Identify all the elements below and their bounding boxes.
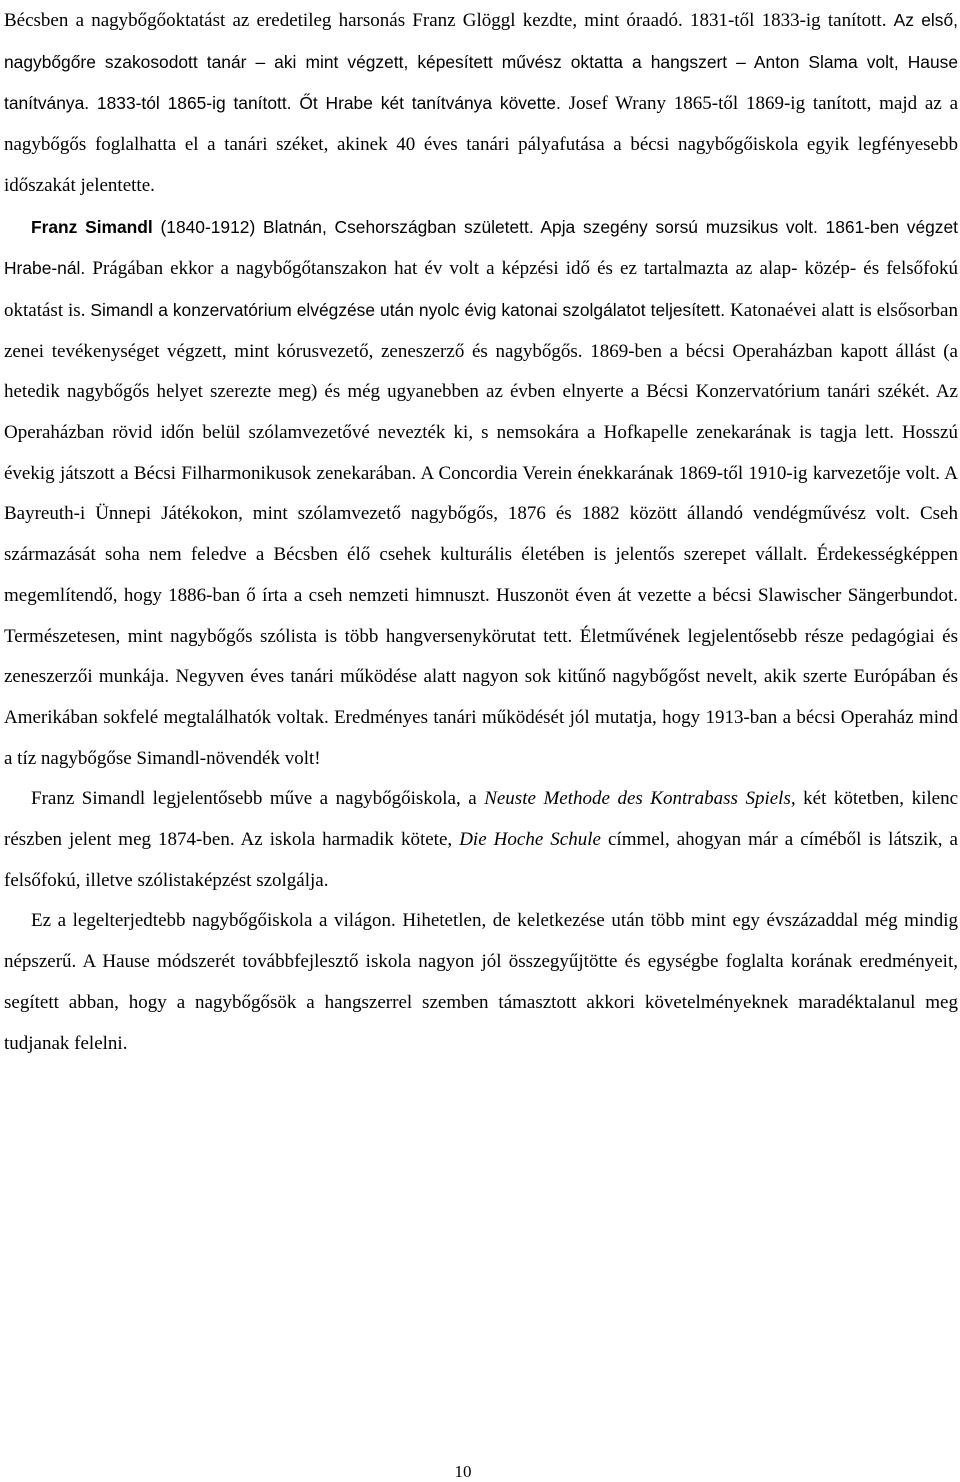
text-segment: Ez a legelterjedtebb nagybőgőiskola a világon. Hihetetlen, de keletkezése után több mint egy évszázaddal még mindig népszerű. A Hause módszerét továbbfejlesztő iskola nagyon jól összegyűjtötte és egységbe foglalta korának eredményeit, segített abban, hogy a nagybőgősök a hangszerrel szemben támasztott akkori követelményeknek maradéktalanul meg tudjanak felelni. [4,910,958,1054]
text-segment: két kötetben, kilenc részben jelent meg 1874-ben. Az iskola harmadik kötete, [4,788,959,851]
paragraph-simandl-method [4,779,958,901]
book-title: Die Hoche Schule [459,829,601,851]
body-text [4,0,958,1064]
text-segment: 1869-ben a bécsi Operaházban kapott állást (a hetedik nagybőgős helyet szerezte meg) és még ugyanebben az évben elnyerte a Bécsi Konzervatórium tanári székét. Az Operaházban rövid időn belül szólamvezetővé nevezték ki, s nemsokára a Hofkapelle zenekarának is tagja lett. Hosszú évekig játszott a Bécsi Filharmonikusok zenekarában. A Concordia Verein énekkarának 1869-től 1910-ig karvezetője volt. A Bayreuth-i Ünnepi Játékokon, mint szólamvezető nagybőgős, 1876 és 1882 között állandó vendégművész volt. Cseh származását soha nem feledve a Bécsben élő csehek kulturális életében is jelentős szerepet vállalt. Érdekességképpen megemlítendő, hogy 1886-ban ő írta a cseh nemzeti himnuszt. Huszonöt éven át vezette a bécsi Slawischer Sängerbundot. Természetesen, mint nagybőgős szólista is több hangversenykörutat tett. Életművének legjelentősebb része pedagógiai és zeneszerzői munkája. Negyven éves tanári működése alatt nagyon sok kitűnő nagybőgőst nevelt, akik szerte Európában és Amerikában sokfelé megtalálhatók voltak. Eredményes tanári működését jól mutatja, hogy 1913-ban a bécsi Operaház mind a tíz nagybőgőse Simandl-növendék volt! [4,340,958,769]
text-segment: Katonaévei alatt is elsősorban zenei tevékenységet végzett, mint kórusvezető, zeneszerző és nagybőgős. [4,299,958,362]
text-segment: Franz Simandl legjelentősebb műve a nagybőgőiskola, a [31,788,485,810]
text-segment: Bécsben a nagybőgőoktatást az eredetileg harsonás Franz Glöggl kezdte, mint óraadó. 1831-től 1833-ig tanított. [4,10,894,31]
text-segment: címmel, ahogyan már a címéből is látszik, a felsőfokú, illetve szólistaképzést szolgálja. [4,829,958,891]
person-name: Franz Simandl [31,216,153,237]
text-segment: (1840-1912) Blatnán, Csehországban született. Apja szegény sorsú muzsikus volt. 1861-ben végzet Hrabe-nál. [4,216,958,279]
text-segment: Az első, nagybőgőre szakosodott tanár – aki mint végzett, képesített művész oktatta a hangszert – Anton Slama volt, Hause tanítványa. 1833-tól 1865-ig tanított. Őt Hrabe két tanítványa követte. [4,10,958,114]
book-title: Neuste Methode des Kontrabass Spiels, [484,788,796,810]
text-segment: Prágában ekkor a nagybőgőtanszakon hat év volt a képzési idő és ez tartalmazta az alap- közép- és felsőfokú oktatást is. [4,258,958,321]
paragraph-method-legacy [4,901,958,1064]
text-segment: Josef Wrany 1865-től 1869-ig tanított, majd az a nagybőgős foglalhatta el a tanári széket, akinek 40 éves tanári pályafutása a bécsi nagybőgőiskola egyik legfényesebb időszakát jelentette. [4,93,958,196]
paragraph-vienna-teachers [4,0,958,207]
text-segment: Simandl a konzervatórium elvégzése után nyolc évig katonai szolgálatot teljesített. [90,299,731,320]
paragraph-simandl-biography [4,207,958,780]
page-number: 10 [454,1462,472,1481]
